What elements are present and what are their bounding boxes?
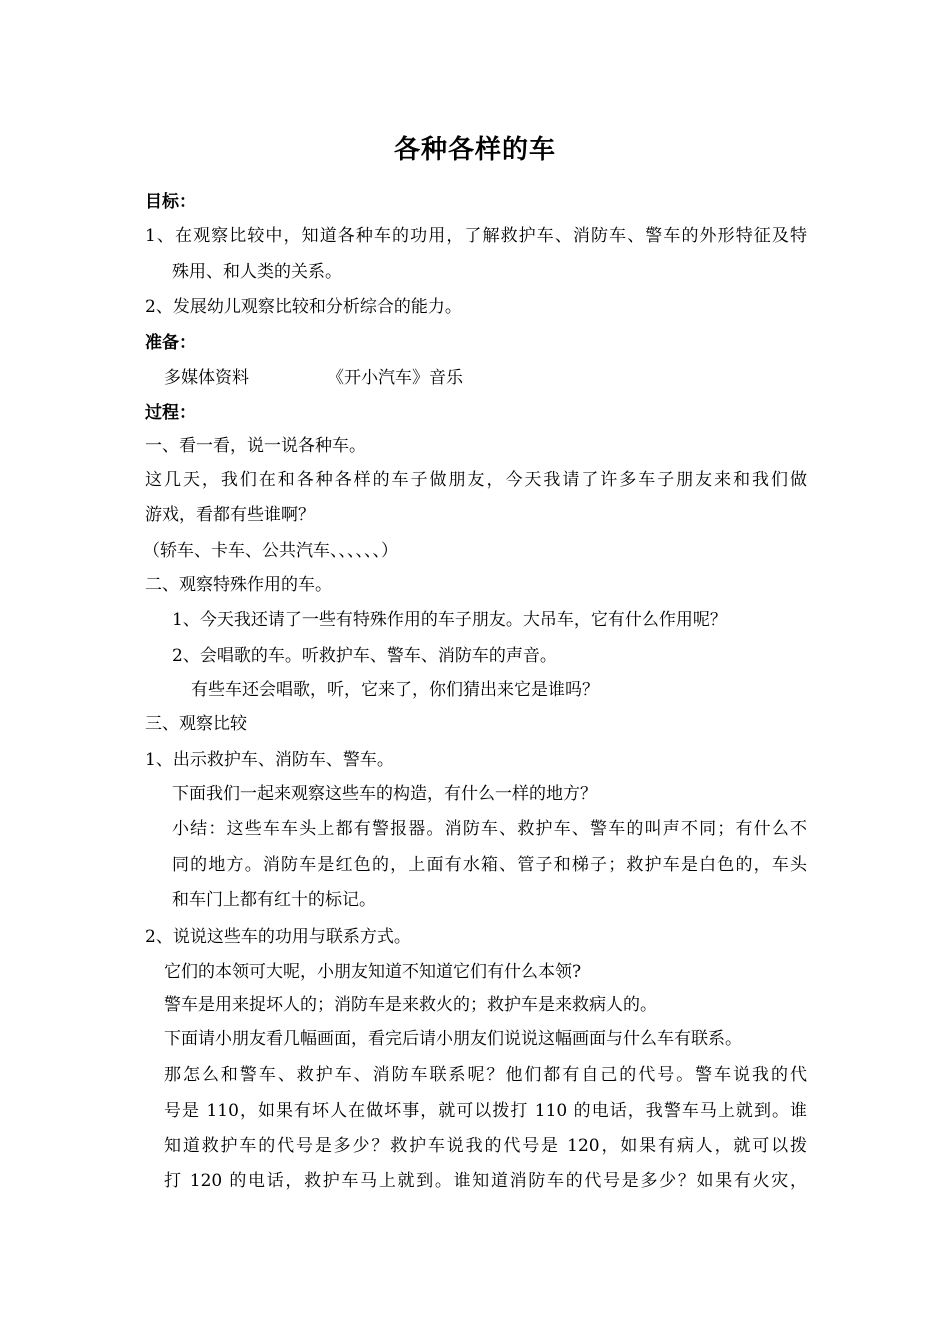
step3-item1: 1、出示救护车、消防车、警车。 bbox=[145, 750, 394, 770]
goal-heading: 目标： bbox=[145, 192, 196, 212]
page-title: 各种各样的车 bbox=[393, 135, 556, 165]
step3-summary-line1: 小结：这些车车头上都有警报器。消防车、救护车、警车的叫声不同；有什么不 bbox=[172, 819, 807, 839]
prep-items bbox=[164, 366, 463, 390]
prep-heading: 准备： bbox=[145, 333, 196, 353]
step3-item2: 2、说说这些车的功用与联系方式。 bbox=[145, 927, 411, 947]
step1-heading: 一、看一看，说一说各种车。 bbox=[145, 436, 366, 456]
step2-item2-sub: 有些车还会唱歌，听，它来了，你们猜出来它是谁吗？ bbox=[191, 680, 599, 700]
step3-summary-line3: 和车门上都有红十的标记。 bbox=[172, 890, 376, 910]
step3-heading: 三、观察比较 bbox=[145, 714, 247, 734]
step3-item2-p4-line2: 号是 110，如果有坏人在做坏事，就可以拨打 110 的电话，我警车马上就到。谁 bbox=[164, 1101, 807, 1121]
step3-item1-question: 下面我们一起来观察这些车的构造，有什么一样的地方？ bbox=[172, 784, 597, 804]
step3-item2-p2: 警车是用来捉坏人的；消防车是来救火的；救护车是来救病人的。 bbox=[164, 995, 657, 1015]
prep-item-2: 《开小汽车》音乐 bbox=[327, 368, 463, 388]
step2-item2: 2、会唱歌的车。听救护车、警车、消防车的声音。 bbox=[172, 646, 557, 666]
step3-item2-p4-line3: 知道救护车的代号是多少？救护车说我的代号是 120，如果有病人，就可以拨 bbox=[164, 1136, 807, 1156]
step1-line2: 游戏，看都有些谁啊？ bbox=[145, 505, 315, 525]
goal-2: 2、发展幼儿观察比较和分析综合的能力。 bbox=[145, 297, 462, 317]
step2-heading: 二、观察特殊作用的车。 bbox=[145, 575, 332, 595]
goal-1-line2: 殊用、和人类的关系。 bbox=[172, 262, 342, 282]
step3-item2-p1: 它们的本领可大呢，小朋友知道不知道它们有什么本领? bbox=[164, 962, 582, 982]
process-heading: 过程： bbox=[145, 403, 196, 423]
step3-summary-line2: 同的地方。消防车是红色的，上面有水箱、管子和梯子；救护车是白色的，车头 bbox=[172, 855, 807, 875]
step1-line1: 这几天，我们在和各种各样的车子做朋友，今天我请了许多车子朋友来和我们做 bbox=[145, 470, 807, 490]
step3-item2-p4-line1: 那怎么和警车、救护车、消防车联系呢？他们都有自己的代号。警车说我的代 bbox=[164, 1065, 807, 1085]
step1-line3: （轿车、卡车、公共汽车、、、、、、） bbox=[143, 541, 398, 561]
step3-item2-p3: 下面请小朋友看几幅画面，看完后请小朋友们说说这幅画面与什么车有联系。 bbox=[164, 1029, 742, 1049]
step2-item1: 1、今天我还请了一些有特殊作用的车子朋友。大吊车，它有什么作用呢？ bbox=[172, 610, 727, 630]
goal-1-line1: 1、在观察比较中，知道各种车的功用，了解救护车、消防车、警车的外形特征及特 bbox=[145, 226, 807, 246]
step3-item2-p4-line4: 打 120 的电话，救护车马上就到。谁知道消防车的代号是多少？如果有火灾， bbox=[164, 1171, 807, 1191]
prep-item-1: 多媒体资料 bbox=[164, 368, 249, 388]
